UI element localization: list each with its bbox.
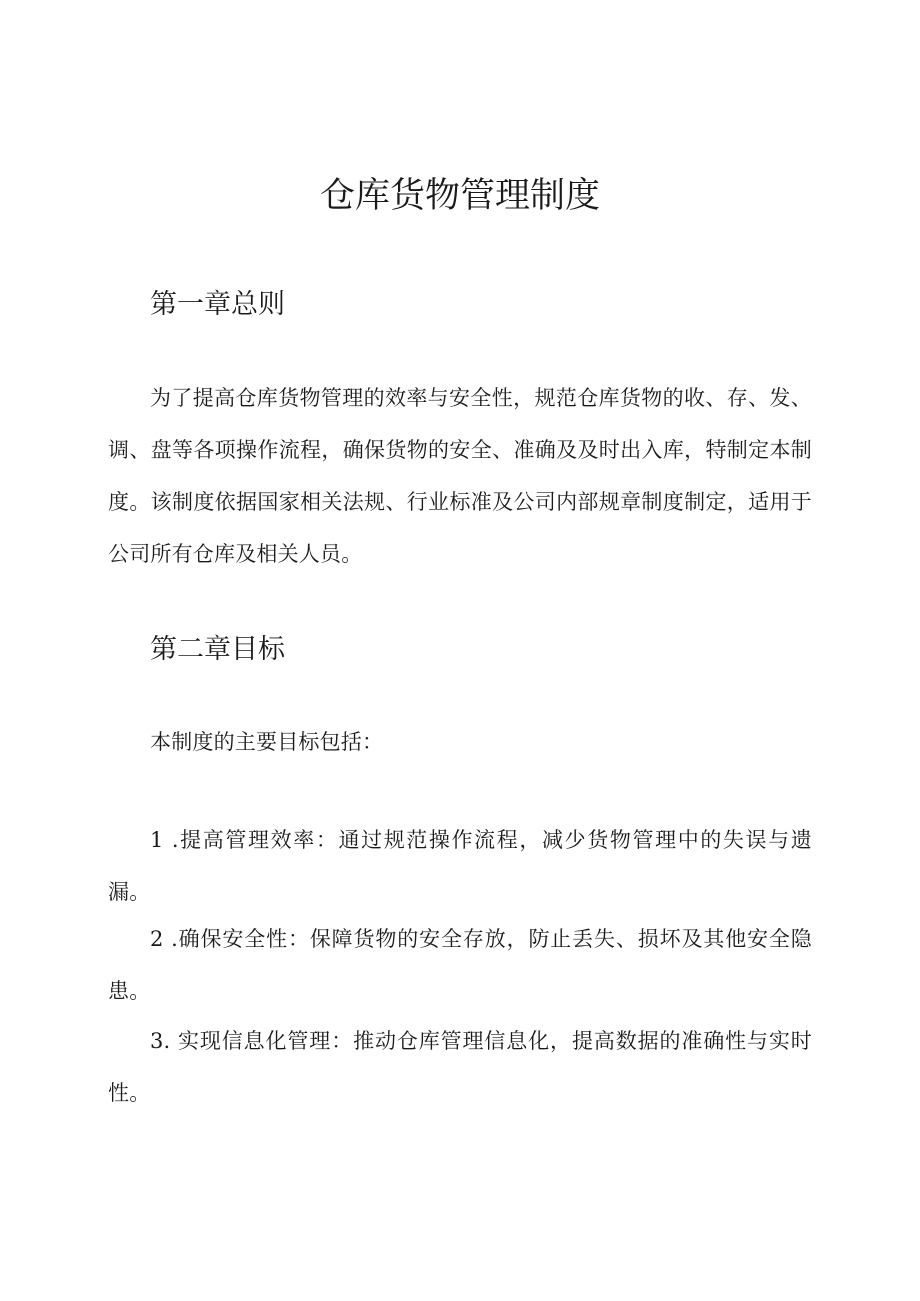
document-title: 仓库货物管理制度 (319, 176, 600, 216)
chapter-2-heading: 第二章目标 (150, 634, 285, 665)
goal-item-3: 3. 实现信息化管理：推动仓库管理信息化，提高数据的准确性与实时性。 (108, 1029, 812, 1105)
chapter-1-heading: 第一章总则 (150, 289, 285, 320)
chapter-1-paragraph: 为了提高仓库货物管理的效率与安全性，规范仓库货物的收、存、发、调、盘等各项操作流程，确保货物的安全、准确及及时出入库，特制定本制度。该制度依据国家相关法规、行业标准及公司内部规章制度制定，适用于公司所有仓库及相关人员。 (108, 386, 812, 566)
goal-item-1: 1 .提高管理效率：通过规范操作流程，减少货物管理中的失误与遗漏。 (108, 828, 812, 904)
goal-item-2: 2 .确保安全性：保障货物的安全存放，防止丢失、损坏及其他安全隐患。 (108, 927, 812, 1003)
chapter-2-lead: 本制度的主要目标包括： (150, 730, 384, 754)
